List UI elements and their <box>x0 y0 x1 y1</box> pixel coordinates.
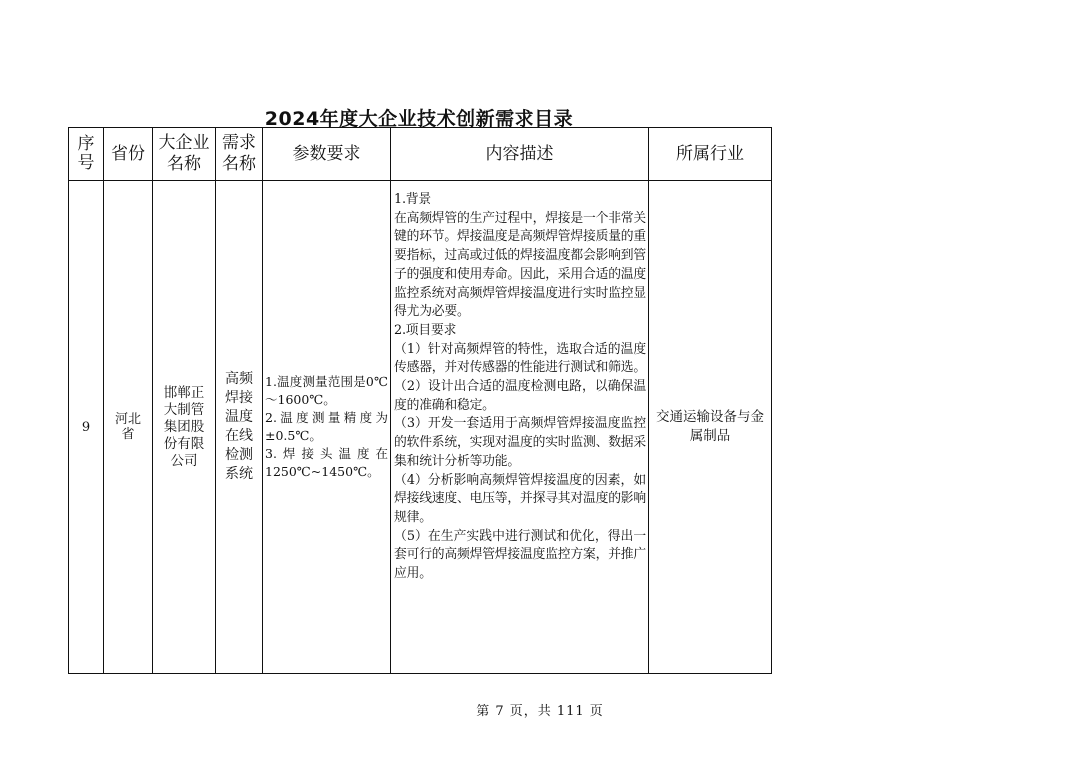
content-line: （4）分析影响高频焊管焊接温度的因素，如焊接线速度、电压等，并探寻其对温度的影响规律。 <box>394 472 646 525</box>
document-title: 2024年度大企业技术创新需求目录 <box>264 108 574 130</box>
header-demand: 需求名称 <box>216 128 263 181</box>
cell-company: 邯郸正大制管集团股份有限公司 <box>153 181 216 674</box>
header-industry: 所属行业 <box>649 128 772 181</box>
content-line: （1）针对高频焊管的特性，选取合适的温度传感器，并对传感器的性能进行测试和筛选。 <box>394 341 646 376</box>
header-content: 内容描述 <box>391 128 649 181</box>
cell-demand: 高频焊接温度在线检测系统 <box>216 181 263 674</box>
param-line: 2.温度测量精度为±0.5℃。 <box>265 410 388 443</box>
cell-industry: 交通运输设备与金属制品 <box>649 181 772 674</box>
param-line: 3.焊接头温度在1250℃~1450℃。 <box>265 446 388 479</box>
cell-params <box>263 181 391 674</box>
header-no: 序号 <box>69 128 104 181</box>
param-line: 1.温度测量范围是0℃～1600℃。 <box>265 374 388 407</box>
header-company: 大企业名称 <box>153 128 216 181</box>
content-line: 在高频焊管的生产过程中，焊接是一个非常关键的环节。焊接温度是高频焊管焊接质量的重要指标，过高或过低的焊接温度都会影响到管子的强度和使用寿命。因此，采用合适的温度监控系统对高频焊管焊接温度进行实时监控显得尤为必要。 <box>394 210 646 320</box>
demand-catalog-table <box>68 127 772 674</box>
page-footer: 第 7 页，共 111 页 <box>476 704 604 719</box>
cell-content <box>391 181 649 674</box>
content-line: （2）设计出合适的温度检测电路，以确保温度的准确和稳定。 <box>394 379 646 413</box>
header-params: 参数要求 <box>263 128 391 181</box>
cell-province: 河北省 <box>104 181 153 674</box>
content-line: 2.项目要求 <box>394 322 457 338</box>
header-province: 省份 <box>104 128 153 181</box>
header-row <box>69 128 772 181</box>
content-line: （5）在生产实践中进行测试和优化，得出一套可行的高频焊管焊接温度监控方案，并推广应用。 <box>394 528 646 582</box>
cell-no: 9 <box>69 181 104 674</box>
content-line: 1.背景 <box>394 192 432 207</box>
content-line: （3）开发一套适用于高频焊管焊接温度监控的软件系统，实现对温度的实时监测、数据采集和统计分析等功能。 <box>394 416 646 469</box>
table-row <box>69 181 772 674</box>
